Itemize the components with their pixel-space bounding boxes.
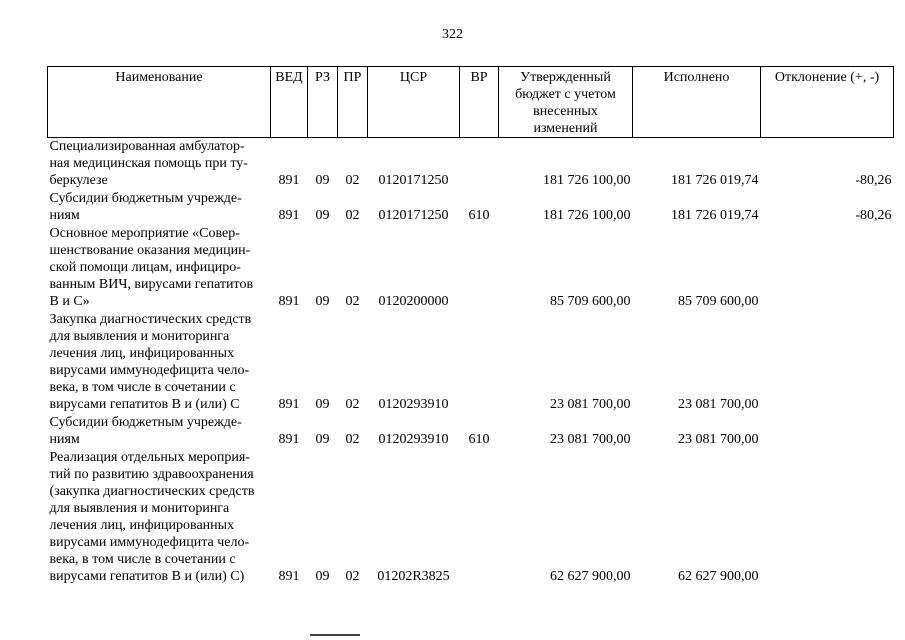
row-name-line: Закупка диагностических средств bbox=[49, 312, 252, 327]
page-edge-mark bbox=[310, 634, 360, 636]
header-name: Наименование bbox=[48, 67, 271, 138]
table-row bbox=[48, 311, 894, 414]
row-name-line: Реализация отдельных мероприя- bbox=[49, 450, 250, 465]
row-name-line: Субсидии бюджетным учрежде- bbox=[49, 415, 242, 430]
row-name-line: для выявления и мониторинга bbox=[49, 501, 230, 516]
row-csr: 0120293910 bbox=[378, 397, 449, 412]
row-name bbox=[48, 449, 271, 586]
row-pr: 02 bbox=[345, 432, 360, 447]
row-name-line: вирусами иммунодефицита чело- bbox=[49, 363, 250, 378]
row-ved: 891 bbox=[278, 208, 300, 223]
row-deviation bbox=[761, 311, 894, 414]
row-pr: 02 bbox=[345, 173, 360, 188]
row-csr: 0120171250 bbox=[378, 208, 449, 223]
page-number: 322 bbox=[442, 27, 463, 42]
row-approved: 85 709 600,00 bbox=[550, 294, 631, 309]
row-name-line: лечения лиц, инфицированных bbox=[49, 346, 235, 361]
row-csr: 01202R3825 bbox=[377, 569, 450, 584]
row-executed: 62 627 900,00 bbox=[678, 569, 759, 584]
row-rz: 09 bbox=[315, 208, 330, 223]
row-approved: 23 081 700,00 bbox=[550, 397, 631, 412]
row-executed: 23 081 700,00 bbox=[678, 432, 759, 447]
row-pr: 02 bbox=[345, 397, 360, 412]
header-ved: ВЕД bbox=[271, 67, 308, 138]
row-name-line: ниям bbox=[49, 208, 80, 223]
row-deviation: -80,26 bbox=[855, 208, 892, 223]
row-name-line: Специализированная амбулатор- bbox=[49, 139, 245, 154]
row-vr bbox=[460, 449, 499, 586]
row-name-line: века, в том числе в сочетании с bbox=[49, 380, 236, 395]
row-ved: 891 bbox=[278, 397, 300, 412]
budget-table bbox=[47, 66, 894, 586]
row-name-line: Субсидии бюджетным учрежде- bbox=[49, 191, 242, 206]
row-ved: 891 bbox=[278, 569, 300, 584]
row-deviation bbox=[761, 225, 894, 311]
row-name-line: тий по развитию здравоохранения bbox=[49, 467, 254, 482]
table-row bbox=[48, 449, 894, 586]
row-name bbox=[48, 225, 271, 311]
row-vr bbox=[460, 138, 499, 191]
row-name-line: вирусами гепатитов В и (или) С) bbox=[49, 569, 245, 584]
row-ved: 891 bbox=[278, 173, 300, 188]
table-row bbox=[48, 225, 894, 311]
row-name-line: ванным ВИЧ, вирусами гепатитов bbox=[49, 277, 254, 292]
row-executed: 181 726 019,74 bbox=[671, 208, 759, 223]
row-name-line: ской помощи лицам, инфициро- bbox=[49, 260, 241, 275]
row-approved: 62 627 900,00 bbox=[550, 569, 631, 584]
header-rz: РЗ bbox=[308, 67, 338, 138]
header-deviation: Отклонение (+, -) bbox=[761, 67, 894, 138]
row-vr bbox=[460, 311, 499, 414]
row-rz: 09 bbox=[315, 432, 330, 447]
row-csr: 0120200000 bbox=[378, 294, 449, 309]
table-header-row bbox=[48, 67, 894, 138]
table-row bbox=[48, 414, 894, 449]
row-rz: 09 bbox=[315, 397, 330, 412]
row-executed: 85 709 600,00 bbox=[678, 294, 759, 309]
table-body bbox=[48, 138, 894, 587]
row-name-line: В и С» bbox=[49, 294, 90, 309]
row-pr: 02 bbox=[345, 208, 360, 223]
row-name bbox=[48, 414, 271, 449]
row-pr: 02 bbox=[345, 569, 360, 584]
row-approved: 23 081 700,00 bbox=[550, 432, 631, 447]
row-name-line: для выявления и мониторинга bbox=[49, 329, 230, 344]
row-ved: 891 bbox=[278, 432, 300, 447]
row-deviation: -80,26 bbox=[855, 173, 892, 188]
row-name-line: века, в том числе в сочетании с bbox=[49, 552, 236, 567]
row-approved: 181 726 100,00 bbox=[543, 208, 631, 223]
row-executed: 181 726 019,74 bbox=[671, 173, 759, 188]
row-executed: 23 081 700,00 bbox=[678, 397, 759, 412]
row-name bbox=[48, 190, 271, 225]
row-name-line: беркулезе bbox=[49, 173, 108, 188]
header-pr: ПР bbox=[338, 67, 368, 138]
row-approved: 181 726 100,00 bbox=[543, 173, 631, 188]
row-vr: 610 bbox=[468, 208, 490, 223]
header-csr: ЦСР bbox=[368, 67, 460, 138]
row-csr: 0120293910 bbox=[378, 432, 449, 447]
row-name-line: ниям bbox=[49, 432, 80, 447]
row-name-line: вирусами иммунодефицита чело- bbox=[49, 535, 250, 550]
header-vr: ВР bbox=[460, 67, 499, 138]
row-ved: 891 bbox=[278, 294, 300, 309]
row-rz: 09 bbox=[315, 294, 330, 309]
row-pr: 02 bbox=[345, 294, 360, 309]
row-name-line: шенствование оказания медицин- bbox=[49, 243, 251, 258]
row-name bbox=[48, 311, 271, 414]
table-row bbox=[48, 190, 894, 225]
row-name-line: ная медицинская помощь при ту- bbox=[49, 156, 248, 171]
header-approved: Утвержденный бюджет с учетом внесенных изменений bbox=[499, 67, 633, 138]
table-row bbox=[48, 138, 894, 191]
row-vr bbox=[460, 225, 499, 311]
row-name-line: лечения лиц, инфицированных bbox=[49, 518, 235, 533]
row-vr: 610 bbox=[468, 432, 490, 447]
row-name-line: Основное мероприятие «Совер- bbox=[49, 226, 240, 241]
row-name bbox=[48, 138, 271, 191]
row-name-line: вирусами гепатитов В и (или) С bbox=[49, 397, 240, 412]
row-csr: 0120171250 bbox=[378, 173, 449, 188]
row-rz: 09 bbox=[315, 173, 330, 188]
header-executed: Исполнено bbox=[633, 67, 761, 138]
row-name-line: (закупка диагностических средств bbox=[49, 484, 255, 499]
row-deviation bbox=[761, 414, 894, 449]
row-deviation bbox=[761, 449, 894, 586]
row-rz: 09 bbox=[315, 569, 330, 584]
